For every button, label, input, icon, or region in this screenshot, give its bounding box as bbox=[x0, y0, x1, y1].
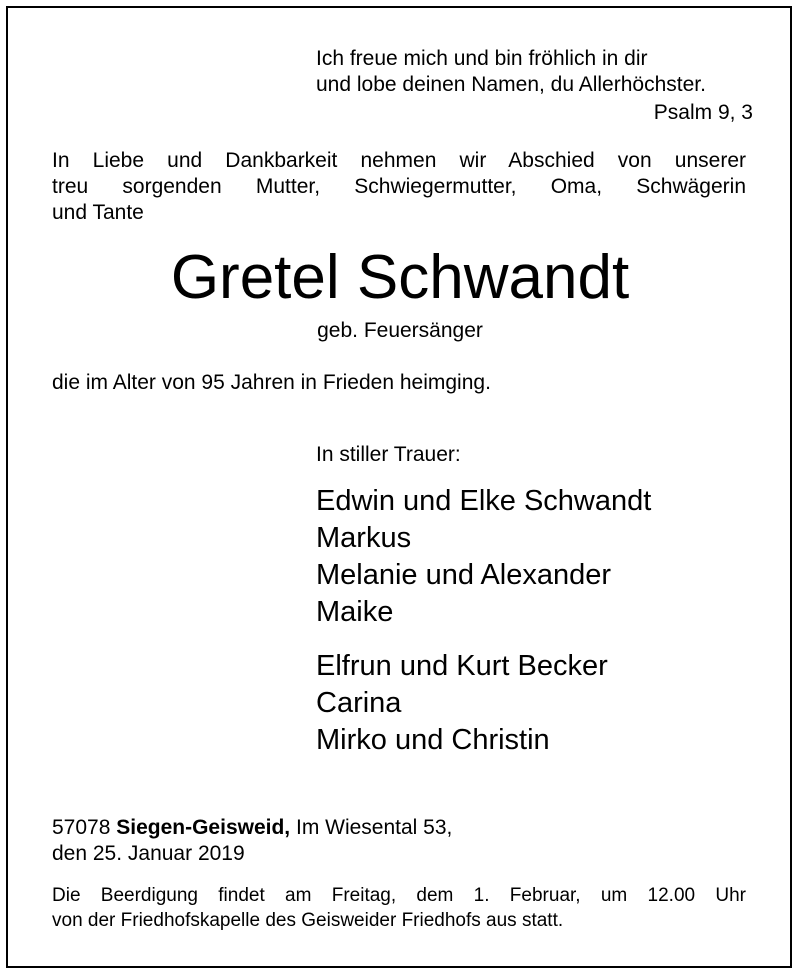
mourner-name: Edwin und Elke Schwandt bbox=[316, 485, 652, 517]
city: Siegen-Geisweid, bbox=[116, 816, 291, 839]
mourning-heading: In stiller Trauer: bbox=[316, 443, 461, 466]
intro-line-2: treu sorgenden Mutter, Schwiegermutter, Oma, Schwägerin bbox=[52, 175, 746, 198]
postal-code: 57078 bbox=[52, 816, 111, 839]
funeral-line-1: Die Beerdigung findet am Freitag, dem 1. Februar, um 12.00 Uhr bbox=[52, 885, 746, 906]
death-statement: die im Alter von 95 Jahren in Frieden heimging. bbox=[52, 371, 491, 394]
birth-name: geb. Feuersänger bbox=[317, 319, 483, 342]
bible-quote-source: Psalm 9, 3 bbox=[653, 101, 753, 124]
bible-quote bbox=[316, 46, 706, 98]
address-line bbox=[52, 815, 452, 841]
mourner-name: Mirko und Christin bbox=[316, 724, 550, 756]
date-line: den 25. Januar 2019 bbox=[52, 842, 245, 865]
mourners-group-1 bbox=[316, 483, 651, 631]
deceased-name: Gretel Schwandt bbox=[170, 243, 630, 312]
intro-line-1: In Liebe und Dankbarkeit nehmen wir Abschied von unserer bbox=[52, 149, 746, 172]
street: Im Wiesental 53, bbox=[295, 816, 453, 839]
mourner-name: Carina bbox=[316, 687, 402, 719]
mourner-name: Elfrun und Kurt Becker bbox=[316, 650, 608, 682]
mourners-group-2 bbox=[316, 648, 608, 759]
funeral-line-2: von der Friedhofskapelle des Geisweider Friedhofs aus statt. bbox=[52, 910, 564, 931]
intro-text bbox=[52, 148, 746, 226]
intro-line-3: und Tante bbox=[52, 201, 144, 224]
bible-quote-line-1: Ich freue mich und bin fröhlich in dir bbox=[316, 47, 648, 70]
mourner-name: Maike bbox=[316, 596, 394, 628]
address-block bbox=[52, 815, 452, 867]
bible-quote-line-2: und lobe deinen Namen, du Allerhöchster. bbox=[316, 73, 706, 96]
mourner-name: Markus bbox=[316, 522, 412, 554]
mourner-name: Melanie und Alexander bbox=[316, 559, 612, 591]
funeral-notice bbox=[52, 883, 746, 933]
